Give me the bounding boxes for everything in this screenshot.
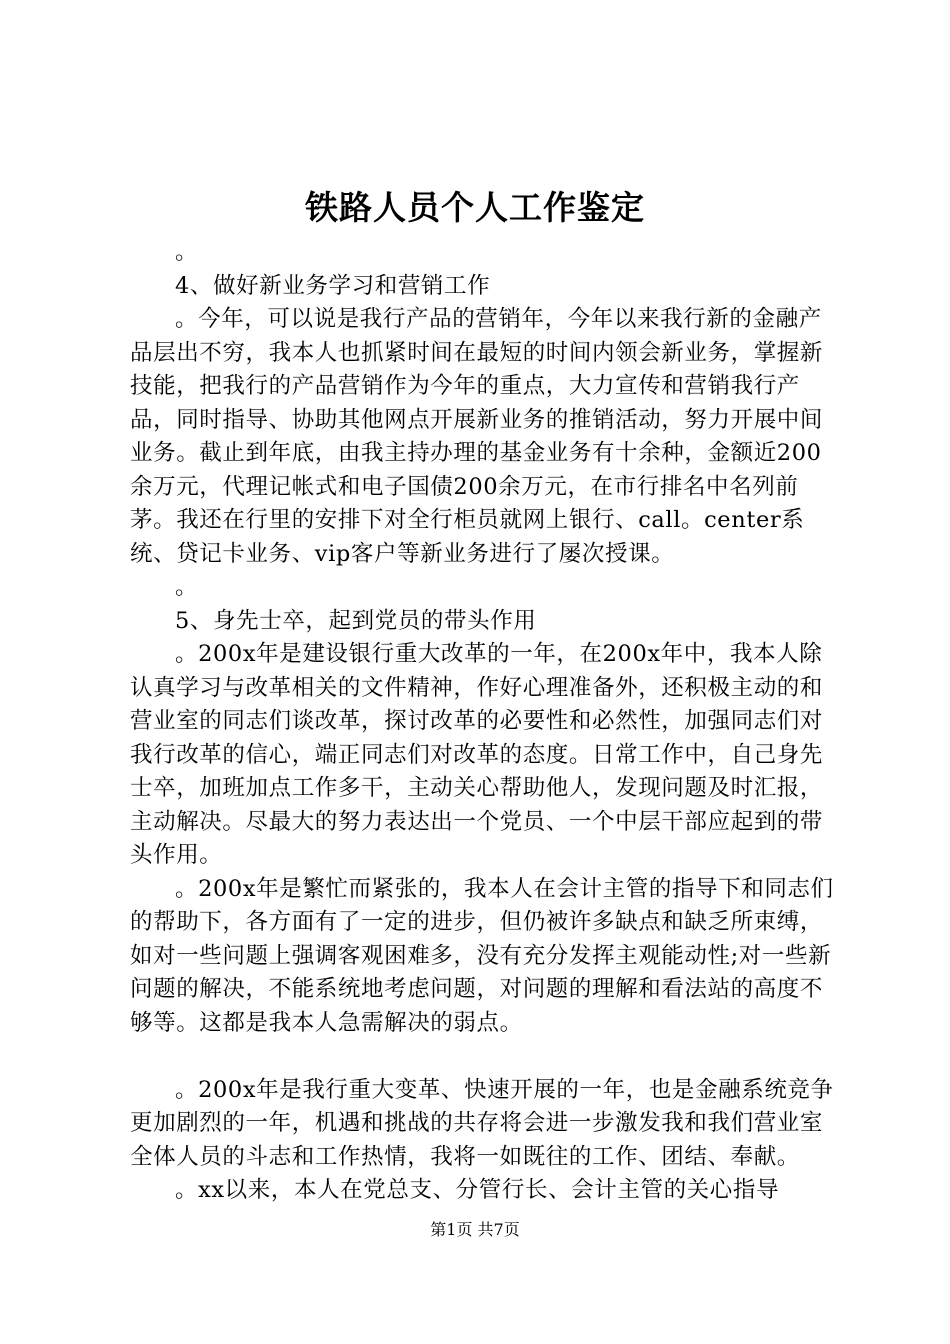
paragraph-separator: 。 [175, 574, 199, 600]
blank-line [130, 1040, 842, 1074]
document-title: 铁路人员个人工作鉴定 [305, 188, 645, 227]
section-heading-5: 5、身先士卒，起到党员的带头作用 [175, 607, 537, 634]
section-heading-4: 4、做好新业务学习和营销工作 [175, 272, 491, 299]
paragraph-marketing: 。今年，可以说是我行产品的营销年，今年以来我行新的金融产品层出不穷，我本人也抓紧时间在最短的时间内领会新业务，掌握新技能，把我行的产品营销作为今年的重点，大力宣传和营销我行产品，同时指导、协助其他网点开展新业务的推销活动，努力开展中间业务。截止到年底，由我主持办理的基金业务有十余种，金额近200余万元，代理记帐式和电子国债200余万元，在市行排名中名列前茅。我还在行里的安排下对全行柜员就网上银行、call。center系统、贷记卡业务、vip客户等新业务进行了屡次授课。 [130, 306, 824, 567]
page-number: 第1页 共7页 [430, 1220, 520, 1239]
paragraph-reform: 。200x年是建设银行重大改革的一年，在200x年中，我本人除认真学习与改革相关的文件精神，作好心理准备外，还积极主动的和营业室的同志们谈改革，探讨改革的必要性和必然性，加强同志们对我行改革的信心，端正同志们对改革的态度。日常工作中，自己身先士卒，加班加点工作多干，主动关心帮助他人，发现问题及时汇报，主动解决。尽最大的努力表达出一个党员、一个中层干部应起到的带头作用。 [130, 641, 824, 868]
paragraph-closing: 。xx以来，本人在党总支、分管行长、会计主管的关心指导 [175, 1177, 780, 1203]
paragraph-outlook: 。200x年是我行重大变革、快速开展的一年，也是金融系统竞争更加剧烈的一年，机遇和挑战的共存将会进一步激发我和我们营业室全体人员的斗志和工作热情，我将一如既往的工作、团结、奉献。 [130, 1076, 834, 1170]
paragraph-1: 。 [175, 239, 199, 265]
document-body [130, 236, 842, 1208]
paragraph-shortcomings: 。200x年是繁忙而紧张的，我本人在会计主管的指导下和同志们的帮助下，各方面有了一定的进步，但仍被许多缺点和缺乏所束缚，如对一些问题上强调客观困难多，没有充分发挥主观能动性;对一些新问题的解决，不能系统地考虑问题，对问题的理解和看法站的高度不够等。这都是我本人急需解决的弱点。 [130, 875, 834, 1036]
